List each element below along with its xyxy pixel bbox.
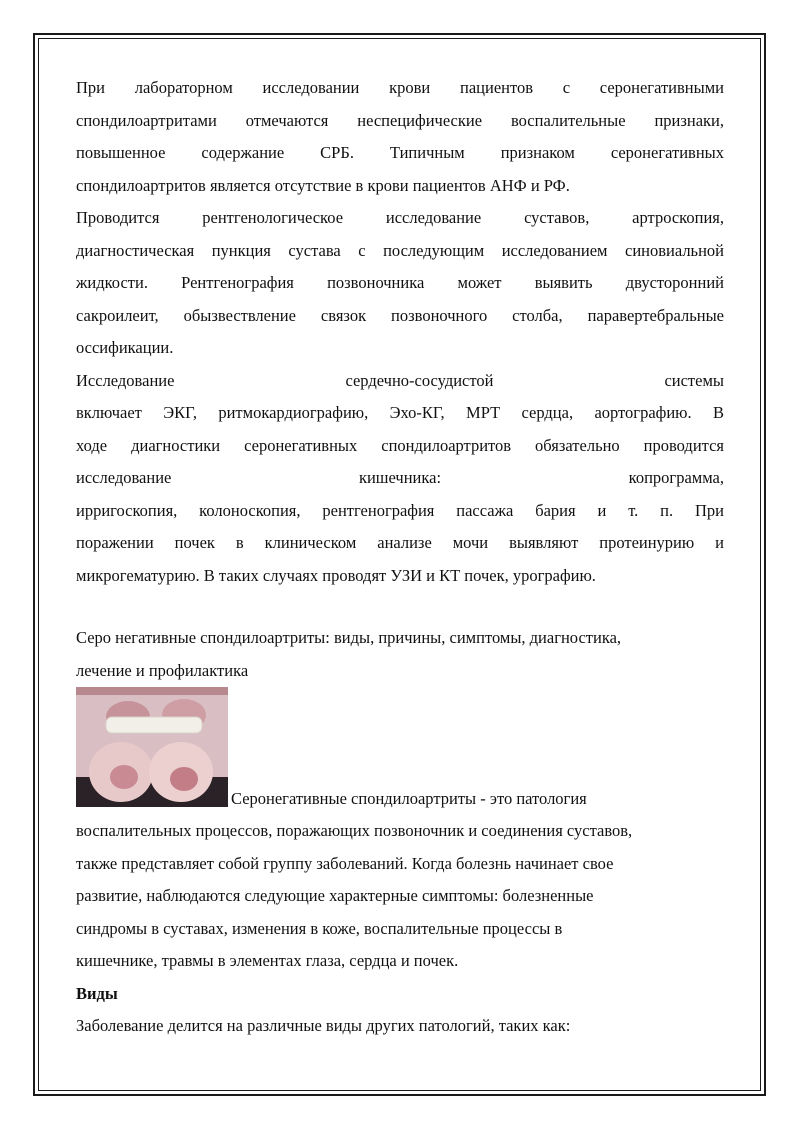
paragraph-line: жидкости. Рентгенография позвоночника может выявить двусторонний xyxy=(76,273,724,292)
paragraph-line: развитие, наблюдаются следующие характерные симптомы: болезненные xyxy=(76,886,594,905)
article-title: лечение и профилактика xyxy=(76,660,249,680)
paragraph-line: ирригоскопия, колоноскопия, рентгенография пассажа бария и т. п. При xyxy=(76,500,724,520)
paragraph-line: При лабораторном исследовании крови пациентов с серонегативными xyxy=(76,78,724,97)
paragraph-line: повышенное содержание СРБ. Типичным признаком серонегативных xyxy=(76,143,724,162)
paragraph-line: сакроилеит, обызвествление связок позвоночного столба, паравертебральные xyxy=(76,305,724,325)
paragraph-line: спондилоартритов является отсутствие в крови пациентов АНФ и РФ. xyxy=(76,175,570,195)
paragraph-line: микрогематурию. В таких случаях проводят УЗИ и КТ почек, урографию. xyxy=(76,565,596,585)
document-body xyxy=(76,72,724,1043)
paragraph-line: кишечнике, травмы в элементах глаза, сердца и почек. xyxy=(76,951,459,970)
section-heading: Виды xyxy=(76,983,118,1003)
paragraph-line: диагностическая пункция сустава с последующим исследованием синовиальной xyxy=(76,240,724,260)
paragraph-line: также представляет собой группу заболеваний. Когда болезнь начинает свое xyxy=(76,853,614,873)
figure-row xyxy=(76,687,724,807)
paragraph-line: Заболевание делится на различные виды других патологий, таких как: xyxy=(76,1016,571,1035)
paragraph-line: поражении почек в клиническом анализе мочи выявляют протеинурию и xyxy=(76,533,724,552)
paragraph-line: воспалительных процессов, поражающих позвоночник и соединения суставов, xyxy=(76,821,633,840)
knees-photo xyxy=(76,687,228,807)
paragraph-line: исследование кишечника: копрограмма, xyxy=(76,468,724,487)
paragraph-line: спондилоартритами отмечаются неспецифические воспалительные признаки, xyxy=(76,110,724,130)
paragraph-line: Проводится рентгенологическое исследование суставов, артроскопия, xyxy=(76,208,724,227)
paragraph-line: оссификации. xyxy=(76,338,174,357)
paragraph-line: ходе диагностики серонегативных спондилоартритов обязательно проводится xyxy=(76,435,724,455)
paragraph-line: синдромы в суставах, изменения в коже, воспалительные процессы в xyxy=(76,918,563,938)
article-title: Серо негативные спондилоартриты: виды, причины, симптомы, диагностика, xyxy=(76,628,622,647)
intro-first-line: Серонегативные спондилоартриты - это патология xyxy=(231,788,587,808)
paragraph-line: включает ЭКГ, ритмокардиографию, Эхо-КГ, МРТ сердца, аортографию. В xyxy=(76,403,724,422)
paragraph-line: Исследование сердечно-сосудистой системы xyxy=(76,370,724,390)
